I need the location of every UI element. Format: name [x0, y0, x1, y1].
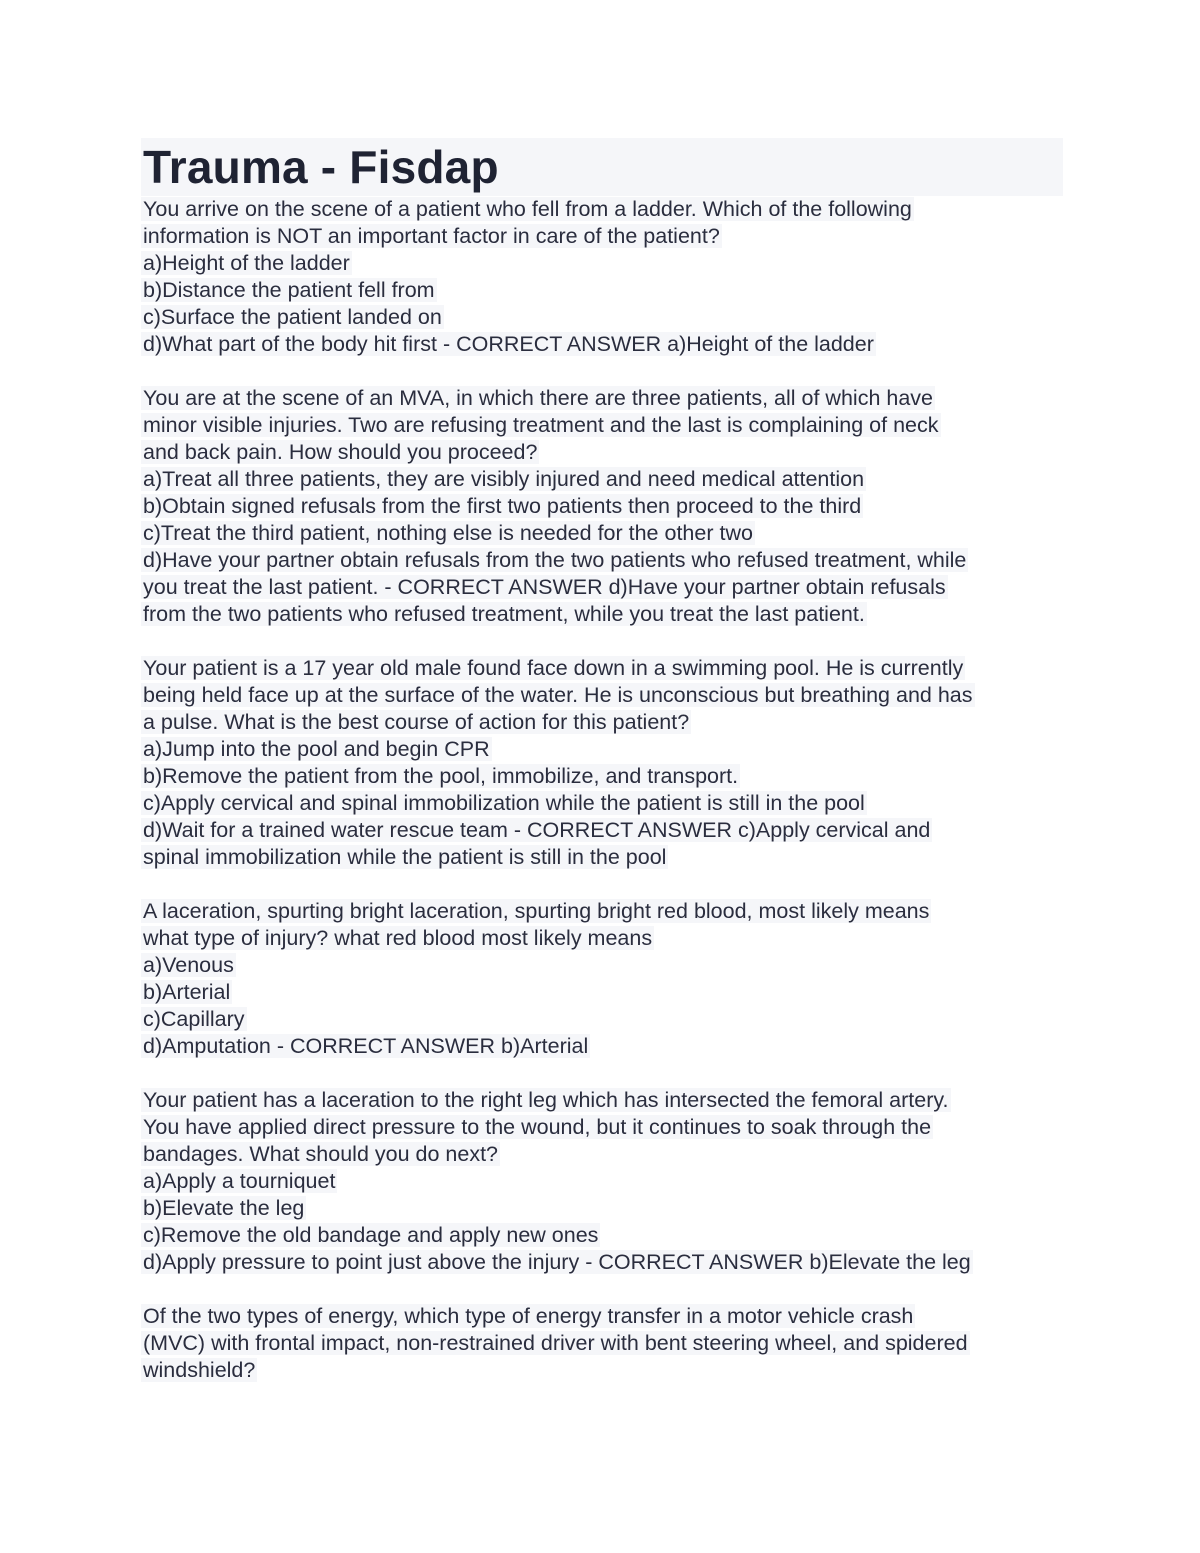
text-line [141, 979, 1063, 1006]
text-line-content: a pulse. What is the best course of action for this patient? [143, 710, 690, 734]
text-line [141, 844, 1063, 871]
text-line-content: b)Arterial [143, 980, 231, 1004]
text-line-content: c)Treat the third patient, nothing else is needed for the other two [143, 521, 753, 545]
question-block [141, 385, 1063, 628]
text-line [141, 1222, 1063, 1249]
text-line [141, 277, 1063, 304]
text-line-content: c)Apply cervical and spinal immobilization while the patient is still in the pool [143, 791, 865, 815]
text-line-content: You are at the scene of an MVA, in which there are three patients, all of which have [143, 386, 933, 410]
text-line [141, 250, 1063, 277]
text-line [141, 736, 1063, 763]
text-line-content: a)Treat all three patients, they are visibly injured and need medical attention [143, 467, 865, 491]
text-line [141, 385, 1063, 412]
text-line [141, 1006, 1063, 1033]
text-line [141, 1195, 1063, 1222]
text-line-content: minor visible injuries. Two are refusing treatment and the last is complaining of neck [143, 413, 939, 437]
text-line [141, 1168, 1063, 1195]
text-line [141, 655, 1063, 682]
text-line [141, 1357, 1063, 1384]
question-block [141, 1087, 1063, 1276]
text-line-content: bandages. What should you do next? [143, 1142, 499, 1166]
text-line-content: a)Height of the ladder [143, 251, 350, 275]
text-line-content: windshield? [143, 1358, 256, 1382]
text-line-content: b)Remove the patient from the pool, immobilize, and transport. [143, 764, 739, 788]
text-line [141, 1303, 1063, 1330]
text-line [141, 439, 1063, 466]
text-line [141, 331, 1063, 358]
text-line [141, 1033, 1063, 1060]
text-line [141, 304, 1063, 331]
text-line-content: being held face up at the surface of the water. He is unconscious but breathing and has [143, 683, 973, 707]
text-line-content: a)Jump into the pool and begin CPR [143, 737, 490, 761]
text-line-content: You arrive on the scene of a patient who fell from a ladder. Which of the following [143, 197, 912, 221]
text-line-content: b)Distance the patient fell from [143, 278, 435, 302]
text-line-content: and back pain. How should you proceed? [143, 440, 538, 464]
text-line [141, 466, 1063, 493]
text-line-content: Your patient has a laceration to the right leg which has intersected the femoral artery. [143, 1088, 949, 1112]
text-line [141, 196, 1063, 223]
text-line-content: d)Wait for a trained water rescue team - CORRECT ANSWER c)Apply cervical and [143, 818, 931, 842]
text-line-content: a)Apply a tourniquet [143, 1169, 336, 1193]
text-line [141, 601, 1063, 628]
text-line-content: d)Have your partner obtain refusals from the two patients who refused treatment, while [143, 548, 967, 572]
text-line-content: c)Remove the old bandage and apply new ones [143, 1223, 599, 1247]
text-line-content: Your patient is a 17 year old male found face down in a swimming pool. He is currently [143, 656, 964, 680]
text-line [141, 1141, 1063, 1168]
text-line [141, 520, 1063, 547]
text-line [141, 925, 1063, 952]
text-line [141, 223, 1063, 250]
question-block [141, 655, 1063, 871]
text-line [141, 898, 1063, 925]
text-line-content: d)Amputation - CORRECT ANSWER b)Arterial [143, 1034, 589, 1058]
text-line-content: b)Elevate the leg [143, 1196, 305, 1220]
text-line [141, 952, 1063, 979]
text-line-content: d)What part of the body hit first - CORRECT ANSWER a)Height of the ladder [143, 332, 874, 356]
text-line [141, 1249, 1063, 1276]
text-line-content: b)Obtain signed refusals from the first two patients then proceed to the third [143, 494, 862, 518]
text-line-content: d)Apply pressure to point just above the injury - CORRECT ANSWER b)Elevate the leg [143, 1250, 971, 1274]
text-line [141, 1330, 1063, 1357]
text-line-content: You have applied direct pressure to the wound, but it continues to soak through the [143, 1115, 932, 1139]
text-line [141, 1114, 1063, 1141]
question-block [141, 898, 1063, 1060]
text-line-content: c)Capillary [143, 1007, 245, 1031]
document-page [141, 138, 1063, 1411]
text-line-content: you treat the last patient. - CORRECT ANSWER d)Have your partner obtain refusals [143, 575, 946, 599]
text-line [141, 763, 1063, 790]
text-line [141, 412, 1063, 439]
text-line [141, 709, 1063, 736]
text-line-content: a)Venous [143, 953, 234, 977]
text-line-content: (MVC) with frontal impact, non-restrained driver with bent steering wheel, and spidered [143, 1331, 968, 1355]
page-title: Trauma - Fisdap [141, 138, 1063, 196]
text-line [141, 1087, 1063, 1114]
text-line-content: Of the two types of energy, which type of energy transfer in a motor vehicle crash [143, 1304, 914, 1328]
text-line [141, 817, 1063, 844]
text-line [141, 493, 1063, 520]
text-line [141, 682, 1063, 709]
question-list [141, 196, 1063, 1384]
question-block [141, 1303, 1063, 1384]
text-line-content: what type of injury? what red blood most likely means [143, 926, 653, 950]
text-line [141, 790, 1063, 817]
text-line [141, 547, 1063, 574]
text-line-content: spinal immobilization while the patient is still in the pool [143, 845, 667, 869]
text-line-content: information is NOT an important factor in care of the patient? [143, 224, 720, 248]
text-line [141, 574, 1063, 601]
text-line-content: from the two patients who refused treatment, while you treat the last patient. [143, 602, 865, 626]
question-block [141, 196, 1063, 358]
text-line-content: A laceration, spurting bright laceration, spurting bright red blood, most likely means [143, 899, 930, 923]
text-line-content: c)Surface the patient landed on [143, 305, 442, 329]
